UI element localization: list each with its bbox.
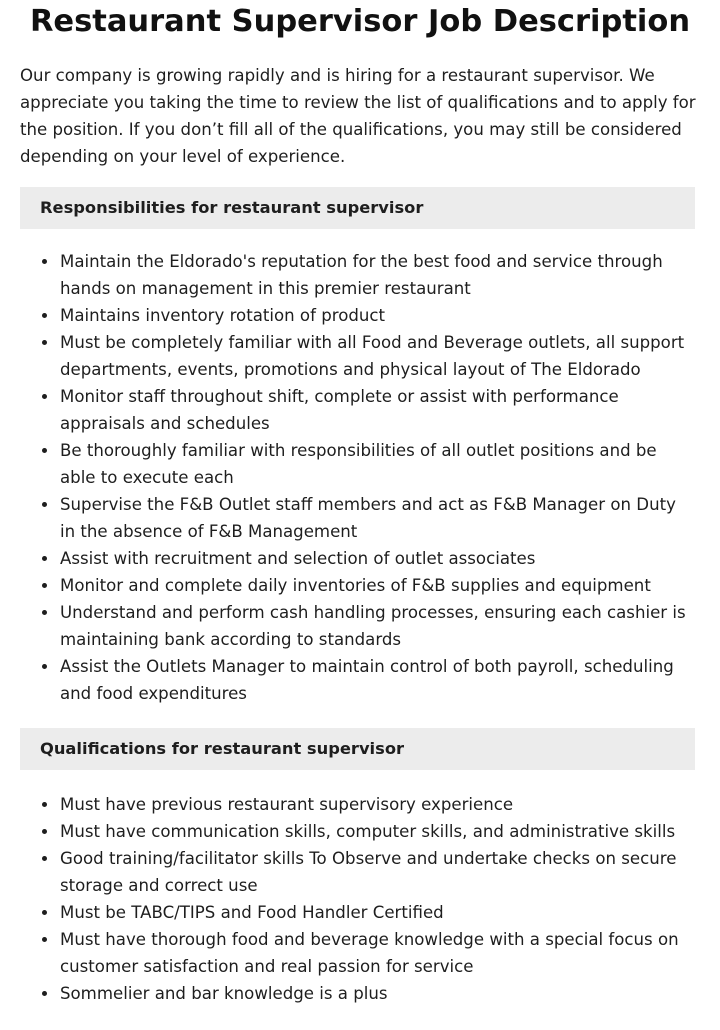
list-item: Assist with recruitment and selection of outlet associates (60, 545, 695, 572)
list-item: Must have previous restaurant supervisory experience (60, 791, 695, 818)
list-item: Maintain the Eldorado's reputation for the best food and service through hands on management in this premier restaurant (60, 248, 695, 302)
list-item: Maintains inventory rotation of product (60, 302, 695, 329)
list-item: Must be TABC/TIPS and Food Handler Certified (60, 899, 695, 926)
responsibilities-heading: Responsibilities for restaurant supervisor (20, 187, 695, 229)
list-item: Understand and perform cash handling processes, ensuring each cashier is maintaining bank according to standards (60, 599, 695, 653)
list-item: Must be completely familiar with all Food and Beverage outlets, all support departments, events, promotions and physical layout of The Eldorado (60, 329, 695, 383)
list-item: Must have communication skills, computer skills, and administrative skills (60, 818, 695, 845)
list-item: Good training/facilitator skills To Observe and undertake checks on secure storage and correct use (60, 845, 695, 899)
list-item: Monitor staff throughout shift, complete or assist with performance appraisals and schedules (60, 383, 695, 437)
responsibilities-list (20, 248, 695, 707)
list-item: Be thoroughly familiar with responsibilities of all outlet positions and be able to execute each (60, 437, 695, 491)
list-item: Supervise the F&B Outlet staff members and act as F&B Manager on Duty in the absence of F&B Management (60, 491, 695, 545)
list-item: Must have thorough food and beverage knowledge with a special focus on customer satisfaction and real passion for service (60, 926, 695, 980)
qualifications-list (20, 791, 695, 1007)
qualifications-heading: Qualifications for restaurant supervisor (20, 728, 695, 770)
list-item: Assist the Outlets Manager to maintain control of both payroll, scheduling and food expenditures (60, 653, 695, 707)
list-item: Monitor and complete daily inventories of F&B supplies and equipment (60, 572, 695, 599)
page-title: Restaurant Supervisor Job Description (29, 4, 691, 39)
intro-paragraph: Our company is growing rapidly and is hiring for a restaurant supervisor. We appreciate you taking the time to review the list of qualifications and to apply for the position. If you don’t fill all of the qualifications, you may still be considered depending on your level of experience. (20, 66, 696, 166)
list-item: Sommelier and bar knowledge is a plus (60, 980, 695, 1007)
